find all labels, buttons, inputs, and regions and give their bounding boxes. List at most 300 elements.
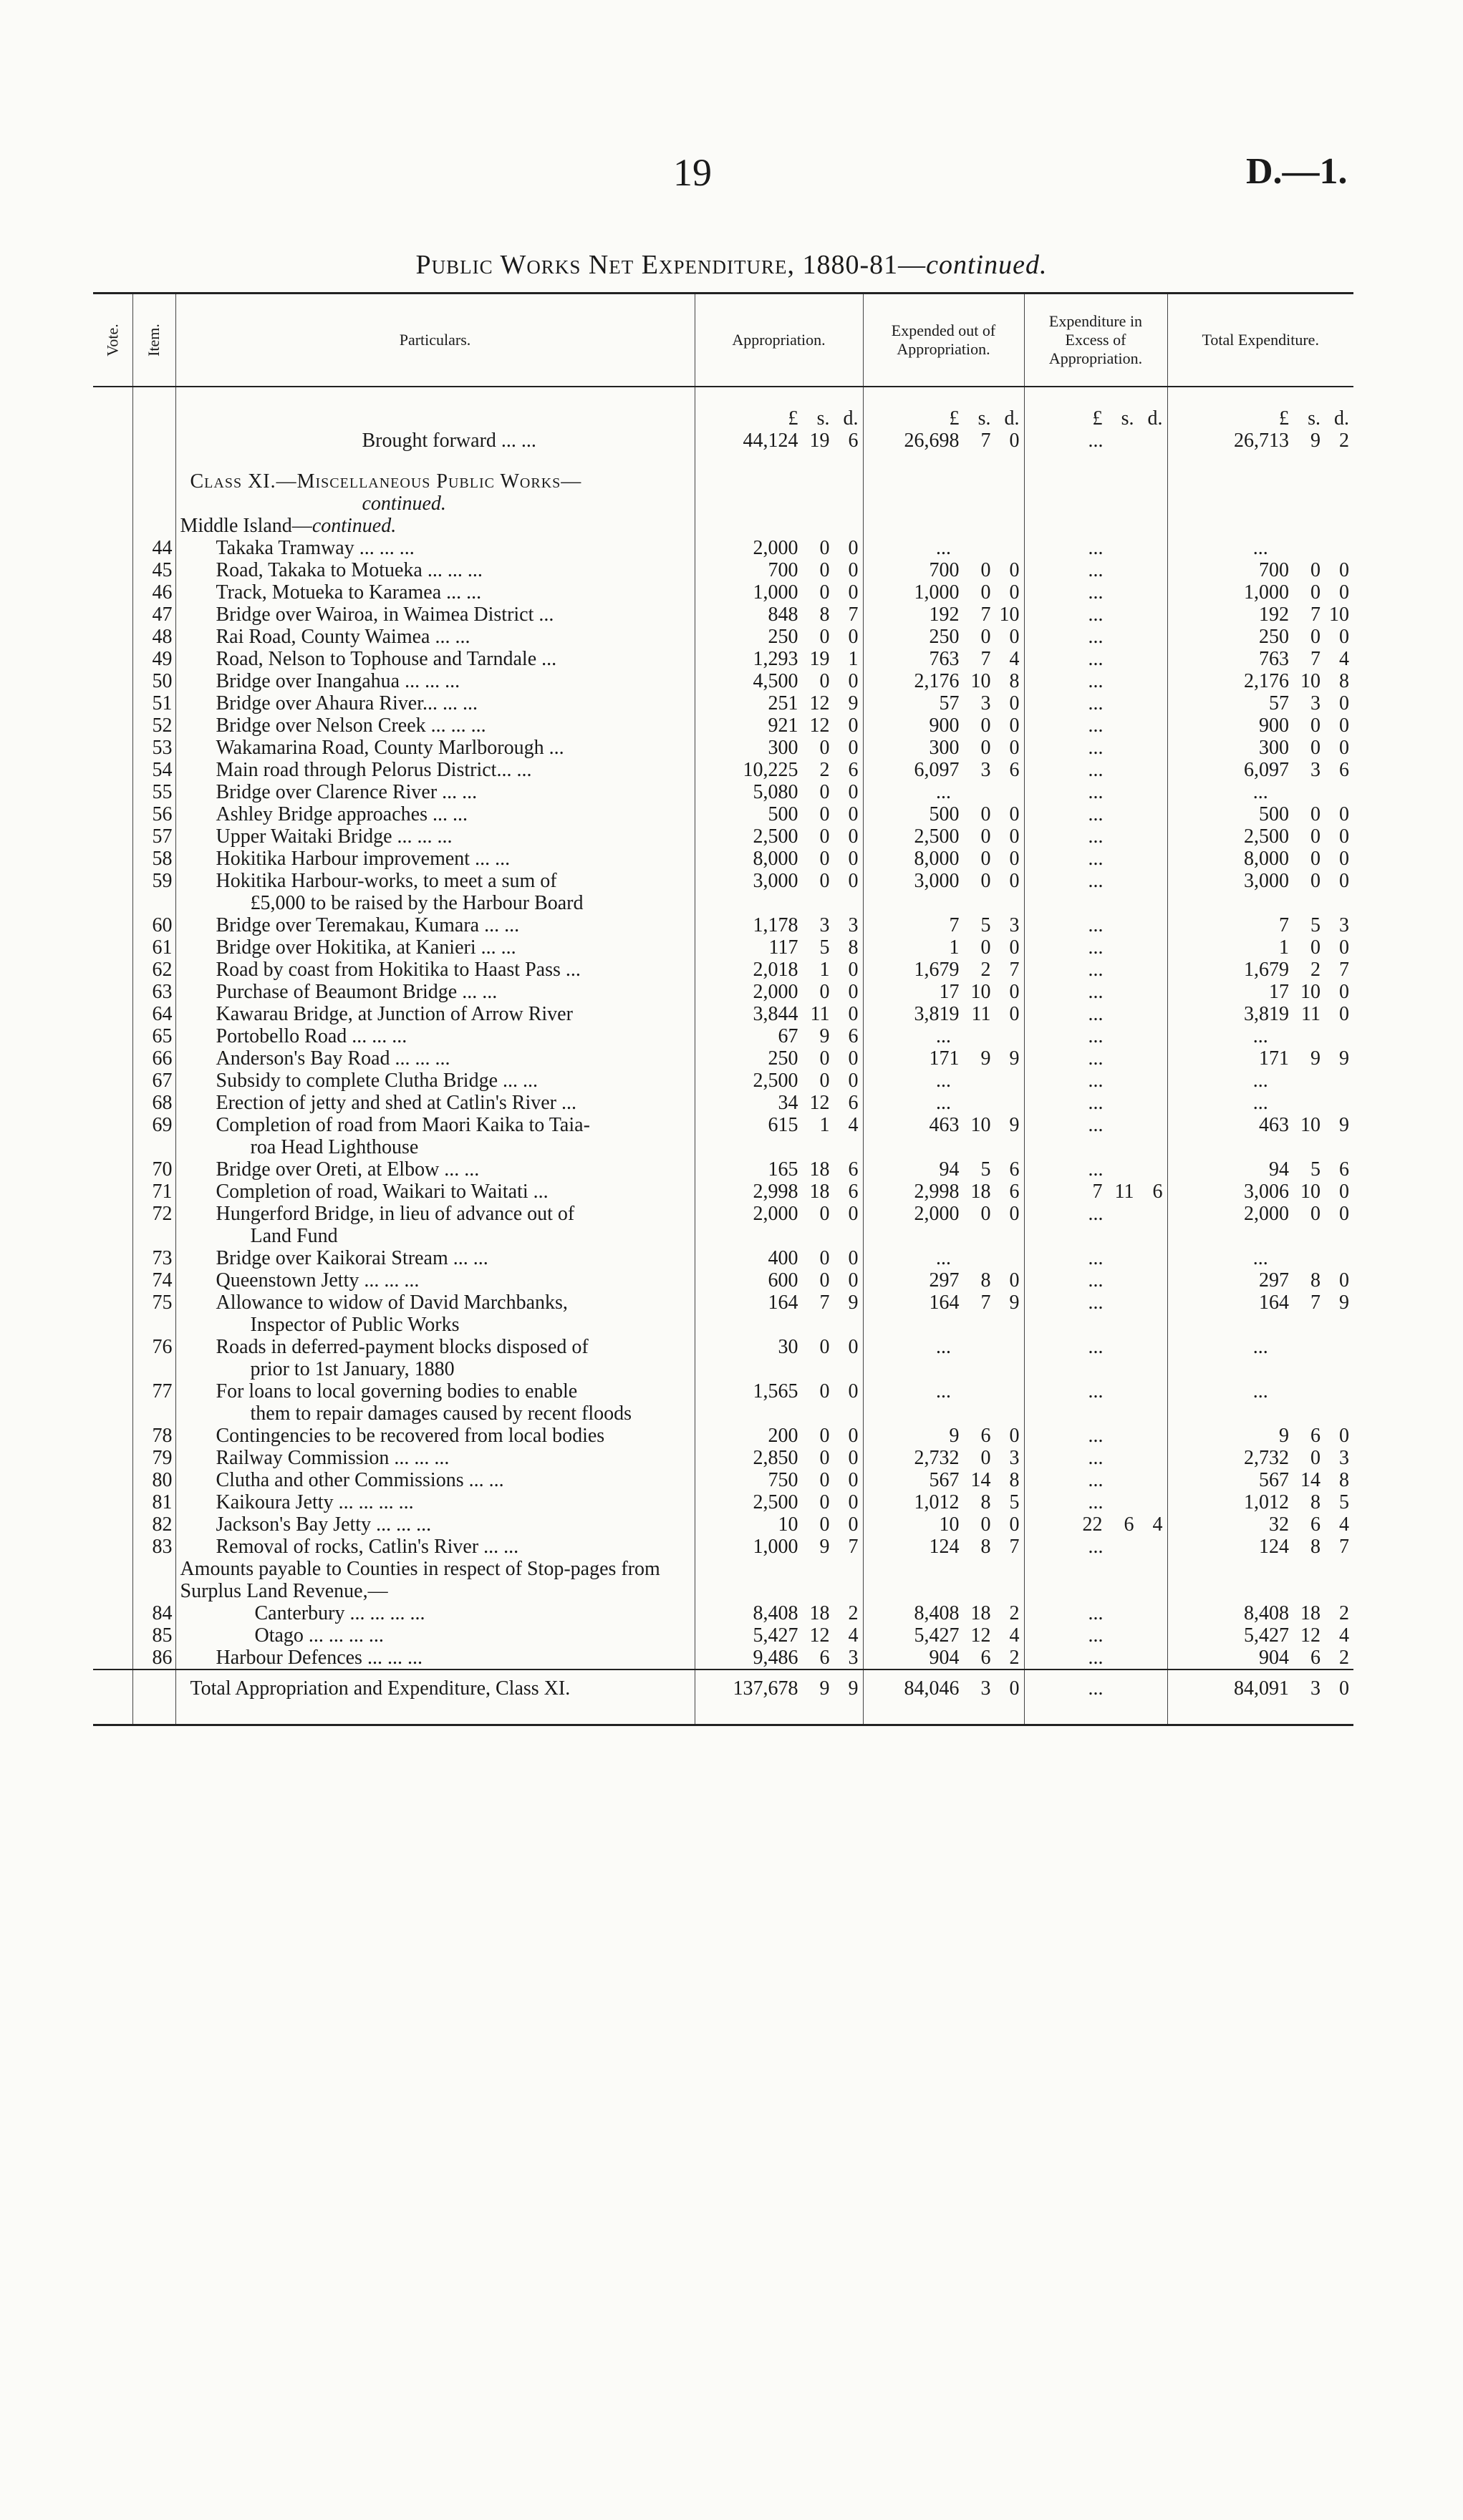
excess-cell: ... <box>1024 1003 1167 1025</box>
item-number: 76 <box>132 1336 175 1380</box>
total-cell: 3,006 10 0 <box>1244 1181 1349 1203</box>
excess-cell: ... <box>1024 1269 1167 1292</box>
item-number: 82 <box>132 1513 175 1536</box>
total-cell: 904 6 2 <box>1259 1647 1349 1669</box>
appropriation-cell: 250 0 0 <box>695 626 863 648</box>
total-cell: 763 7 4 <box>1259 648 1349 670</box>
vote-cell <box>93 1003 132 1025</box>
item-number: 51 <box>132 692 175 714</box>
expended-cell: 2,500 0 0 <box>863 825 1024 848</box>
table-row <box>93 781 1353 803</box>
particulars-cell: Hokitika Harbour-works, to meet a sum of £5,000 to be raised by the Harbour Board <box>175 870 695 914</box>
total-cell: ... <box>1252 1092 1268 1114</box>
table-row <box>93 537 1353 559</box>
appropriation-cell: 2,018 1 0 <box>695 959 863 981</box>
item-number: 83 <box>132 1536 175 1558</box>
particulars-continued: Inspector of Public Works <box>250 1314 460 1336</box>
vote-cell <box>93 936 132 959</box>
excess-cell: ... <box>1024 1158 1167 1181</box>
vote-cell <box>93 914 132 936</box>
vote-cell <box>93 1070 132 1092</box>
table-row <box>93 1624 1353 1647</box>
item-number: 59 <box>132 870 175 914</box>
vote-cell <box>93 981 132 1003</box>
item-number: 67 <box>132 1070 175 1092</box>
header-appropriation: Appropriation. <box>695 294 863 387</box>
excess-cell: ... <box>1024 604 1167 626</box>
excess-cell: ... <box>1024 1447 1167 1469</box>
particulars-cell: Purchase of Beaumont Bridge ... ... <box>175 981 695 1003</box>
particulars-cell: Erection of jetty and shed at Catlin's River ... <box>175 1092 695 1114</box>
particulars-cell: Bridge over Oreti, at Elbow ... ... <box>175 1158 695 1181</box>
excess-cell: ... <box>1024 714 1167 737</box>
appropriation-cell: 117 5 8 <box>695 936 863 959</box>
excess-cell: ... <box>1024 1070 1167 1092</box>
total-cell: 17 10 0 <box>1269 981 1349 1003</box>
total-cell: 84,091 3 0 <box>1167 1670 1353 1714</box>
expended-cell: 17 10 0 <box>863 981 1024 1003</box>
class-heading-cont: continued. <box>362 493 446 515</box>
vote-cell <box>93 1269 132 1292</box>
appropriation-cell: 4,500 0 0 <box>695 670 863 692</box>
item-number: 48 <box>132 626 175 648</box>
table-row <box>93 1269 1353 1292</box>
expended-cell: 2,176 10 8 <box>863 670 1024 692</box>
vote-cell <box>93 1247 132 1269</box>
particulars-cell: Road by coast from Hokitika to Haast Pass ... <box>175 959 695 981</box>
appropriation-cell: 1,178 3 3 <box>695 914 863 936</box>
total-cell: ... <box>1252 537 1268 559</box>
expended-cell: ... <box>863 537 1024 559</box>
excess-cell: ... <box>1024 803 1167 825</box>
expended-cell: 904 6 2 <box>863 1647 1024 1670</box>
particulars-cell: Upper Waitaki Bridge ... ... ... <box>175 825 695 848</box>
appropriation-cell: 200 0 0 <box>695 1425 863 1447</box>
excess-cell: 22 6 4 <box>1024 1513 1167 1536</box>
item-number: 50 <box>132 670 175 692</box>
appropriation-cell: 9,486 6 3 <box>695 1647 863 1670</box>
appropriation-cell: 30 0 0 <box>695 1336 863 1380</box>
particulars-cell: Anderson's Bay Road ... ... ... <box>175 1047 695 1070</box>
appropriation-cell: 2,000 0 0 <box>695 537 863 559</box>
total-cell: 5,427 12 4 <box>1244 1624 1349 1647</box>
appropriation-cell: 10 0 0 <box>695 1513 863 1536</box>
appropriation-cell: 3,000 0 0 <box>695 870 863 914</box>
particulars-cell: Road, Nelson to Tophouse and Tarndale ... <box>175 648 695 670</box>
expended-cell: 500 0 0 <box>863 803 1024 825</box>
table-row <box>93 1513 1353 1536</box>
appropriation-cell: 500 0 0 <box>695 803 863 825</box>
total-cell: 1,000 0 0 <box>1244 581 1349 604</box>
expended-cell: 94 5 6 <box>863 1158 1024 1181</box>
expenditure-table <box>93 292 1353 1726</box>
total-cell: 6,097 3 6 <box>1244 759 1349 781</box>
table-row <box>93 1602 1353 1624</box>
expended-cell: 3,000 0 0 <box>863 870 1024 914</box>
excess-cell: ... <box>1024 648 1167 670</box>
brought-forward-row <box>93 430 1353 452</box>
particulars-continued: prior to 1st January, 1880 <box>250 1358 455 1380</box>
vote-cell <box>93 1491 132 1513</box>
total-cell: 700 0 0 <box>1259 559 1349 581</box>
vote-cell <box>93 692 132 714</box>
item-number: 85 <box>132 1624 175 1647</box>
expended-cell: 2,998 18 6 <box>863 1181 1024 1203</box>
total-cell: 2,000 0 0 <box>1244 1203 1349 1225</box>
table-row <box>93 825 1353 848</box>
excess-cell: ... <box>1024 870 1167 914</box>
expended-cell: 567 14 8 <box>863 1469 1024 1491</box>
total-cell: 250 0 0 <box>1259 626 1349 648</box>
excess-cell: ... <box>1024 1425 1167 1447</box>
particulars-cell: Bridge over Inangahua ... ... ... <box>175 670 695 692</box>
total-cell: 171 9 9 <box>1259 1047 1349 1070</box>
total-cell: ... <box>1252 1336 1268 1358</box>
excess-cell: ... <box>1024 1203 1167 1247</box>
expended-cell: 763 7 4 <box>863 648 1024 670</box>
particulars-cell: Canterbury ... ... ... ... <box>175 1602 695 1624</box>
particulars-cell: Bridge over Ahaura River... ... ... <box>175 692 695 714</box>
item-number: 77 <box>132 1380 175 1425</box>
particulars-cell: For loans to local governing bodies to enable them to repair damages caused by recent floods <box>175 1380 695 1425</box>
table-row <box>93 959 1353 981</box>
subheading-cont: continued. <box>312 515 397 537</box>
total-cell: 94 5 6 <box>1269 1158 1349 1181</box>
appropriation-cell: 251 12 9 <box>695 692 863 714</box>
particulars-cell: Bridge over Hokitika, at Kanieri ... ... <box>175 936 695 959</box>
expended-cell: 1,012 8 5 <box>863 1491 1024 1513</box>
particulars-cell: Bridge over Kaikorai Stream ... ... <box>175 1247 695 1269</box>
item-number: 68 <box>132 1092 175 1114</box>
appropriation-cell: 10,225 2 6 <box>695 759 863 781</box>
appropriation-cell: 3,844 11 0 <box>695 1003 863 1025</box>
spacer-row <box>93 452 1353 470</box>
item-number: 62 <box>132 959 175 981</box>
appropriation-cell: 700 0 0 <box>695 559 863 581</box>
item-number: 55 <box>132 781 175 803</box>
item-number: 53 <box>132 737 175 759</box>
vote-cell <box>93 1380 132 1425</box>
header-vote: Vote. <box>93 294 132 387</box>
excess-cell: ... <box>1024 1292 1167 1336</box>
particulars-cell: Kawarau Bridge, at Junction of Arrow River <box>175 1003 695 1025</box>
table-row <box>93 1447 1353 1469</box>
particulars-cell: Hungerford Bridge, in lieu of advance out of Land Fund <box>175 1203 695 1247</box>
appropriation-cell: 2,500 0 0 <box>695 1491 863 1513</box>
excess-cell: ... <box>1024 626 1167 648</box>
excess-cell: ... <box>1024 825 1167 848</box>
total-cell: 1,679 2 7 <box>1244 959 1349 981</box>
expended-cell: 463 10 9 <box>863 1114 1024 1158</box>
appropriation-cell: 2,500 0 0 <box>695 825 863 848</box>
expended-cell: 7 5 3 <box>863 914 1024 936</box>
excess-cell: ... <box>1024 936 1167 959</box>
particulars-cell: Subsidy to complete Clutha Bridge ... ... <box>175 1070 695 1092</box>
total-cell: ... <box>1252 781 1268 803</box>
particulars-cell: Kaikoura Jetty ... ... ... ... <box>175 1491 695 1513</box>
expended-cell: 9 6 0 <box>863 1425 1024 1447</box>
title-continued: continued. <box>926 250 1048 280</box>
expended-cell: 5,427 12 4 <box>863 1624 1024 1647</box>
particulars-cell: Brought forward ... ... <box>175 430 695 452</box>
item-number: 52 <box>132 714 175 737</box>
particulars-cell: Allowance to widow of David Marchbanks, Inspector of Public Works <box>175 1292 695 1336</box>
table-row <box>93 1158 1353 1181</box>
vote-cell <box>93 1425 132 1447</box>
particulars-cell: Main road through Pelorus District... ... <box>175 759 695 781</box>
particulars-cell: Takaka Tramway ... ... ... <box>175 537 695 559</box>
table-row <box>93 1025 1353 1047</box>
expended-cell: ... <box>863 781 1024 803</box>
particulars-cell: Ashley Bridge approaches ... ... <box>175 803 695 825</box>
particulars-cell: Bridge over Teremakau, Kumara ... ... <box>175 914 695 936</box>
particulars-continued: them to repair damages caused by recent floods <box>250 1402 632 1425</box>
appropriation-cell: 2,998 18 6 <box>695 1181 863 1203</box>
excess-cell: ... <box>1024 670 1167 692</box>
header-total: Total Expenditure. <box>1167 294 1353 387</box>
header-excess: Expenditure in Excess of Appropriation. <box>1024 294 1167 387</box>
excess-cell: ... <box>1024 1624 1167 1647</box>
class-heading: Class XI.—Miscellaneous Public Works— <box>190 470 582 493</box>
particulars-cell: Removal of rocks, Catlin's River ... ... <box>175 1536 695 1558</box>
table-row <box>93 1203 1353 1247</box>
header-row <box>93 294 1353 387</box>
table-row <box>93 803 1353 825</box>
vote-cell <box>93 1181 132 1203</box>
appropriation-cell: 250 0 0 <box>695 1047 863 1070</box>
total-cell: 164 7 9 <box>1259 1292 1349 1314</box>
excess-cell: ... <box>1024 959 1167 981</box>
class-heading-row <box>93 470 1353 515</box>
expended-cell: 1,000 0 0 <box>863 581 1024 604</box>
table-row <box>93 936 1353 959</box>
vote-cell <box>93 1158 132 1181</box>
table-row <box>93 848 1353 870</box>
excess-cell: ... <box>1024 1025 1167 1047</box>
excess-cell: ... <box>1024 537 1167 559</box>
table-row <box>93 914 1353 936</box>
particulars-cell: Roads in deferred-payment blocks disposed of prior to 1st January, 1880 <box>175 1336 695 1380</box>
item-number: 69 <box>132 1114 175 1158</box>
table-row <box>93 737 1353 759</box>
vote-cell <box>93 1025 132 1047</box>
item-number: 78 <box>132 1425 175 1447</box>
total-cell: 2,732 0 3 <box>1244 1447 1349 1469</box>
expended-cell: 2,000 0 0 <box>863 1203 1024 1247</box>
table-row <box>93 1491 1353 1513</box>
table-row <box>93 714 1353 737</box>
appropriation-cell: 67 9 6 <box>695 1025 863 1047</box>
appropriation-cell: 400 0 0 <box>695 1247 863 1269</box>
table-row <box>93 759 1353 781</box>
vote-cell <box>93 803 132 825</box>
item-number: 54 <box>132 759 175 781</box>
header-item: Item. <box>132 294 175 387</box>
header-expended: Expended out of Appropriation. <box>863 294 1024 387</box>
expended-cell: 1 0 0 <box>863 936 1024 959</box>
appropriation-cell: 137,678 9 9 <box>695 1670 863 1714</box>
total-cell: 297 8 0 <box>1259 1269 1349 1292</box>
particulars-cell: Bridge over Nelson Creek ... ... ... <box>175 714 695 737</box>
vote-cell <box>93 581 132 604</box>
excess-cell: ... <box>1024 581 1167 604</box>
appropriation-cell: 750 0 0 <box>695 1469 863 1491</box>
vote-cell <box>93 537 132 559</box>
item-number: 81 <box>132 1491 175 1513</box>
expended-cell: ... <box>863 1336 1024 1380</box>
item-number: 80 <box>132 1469 175 1491</box>
excess-cell: 7 11 6 <box>1024 1181 1167 1203</box>
total-cell: 8,408 18 2 <box>1244 1602 1349 1624</box>
appropriation-cell: 1,000 0 0 <box>695 581 863 604</box>
particulars-continued: roa Head Lighthouse <box>250 1136 419 1158</box>
total-cell: 567 14 8 <box>1259 1469 1349 1491</box>
expended-cell: 8,408 18 2 <box>863 1602 1024 1624</box>
expended-cell: 171 9 9 <box>863 1047 1024 1070</box>
expended-cell: ... <box>863 1070 1024 1092</box>
excess-cell: ... <box>1024 1047 1167 1070</box>
particulars-cell: Otago ... ... ... ... <box>175 1624 695 1647</box>
vote-cell <box>93 848 132 870</box>
vote-cell <box>93 1536 132 1558</box>
expended-cell: ... <box>863 1380 1024 1425</box>
vote-cell <box>93 1114 132 1158</box>
item-number: 75 <box>132 1292 175 1336</box>
item-number <box>132 430 175 452</box>
item-number: 46 <box>132 581 175 604</box>
item-number: 84 <box>132 1602 175 1624</box>
title-main: Public Works Net Expenditure, 1880-81— <box>415 250 927 280</box>
particulars-continued: Land Fund <box>250 1225 338 1247</box>
expended-cell: 57 3 0 <box>863 692 1024 714</box>
appropriation-cell: 1,000 9 7 <box>695 1536 863 1558</box>
excess-cell: ... <box>1024 1536 1167 1558</box>
item-number: 73 <box>132 1247 175 1269</box>
table-row <box>93 870 1353 914</box>
expended-cell: ... <box>863 1092 1024 1114</box>
excess-cell: ... <box>1024 981 1167 1003</box>
table-row <box>93 648 1353 670</box>
item-number: 70 <box>132 1158 175 1181</box>
item-number: 64 <box>132 1003 175 1025</box>
particulars-cell: Portobello Road ... ... ... <box>175 1025 695 1047</box>
item-number: 49 <box>132 648 175 670</box>
expended-cell: 2,732 0 3 <box>863 1447 1024 1469</box>
appropriation-cell: 600 0 0 <box>695 1269 863 1292</box>
vote-cell <box>93 430 132 452</box>
vote-cell <box>93 781 132 803</box>
excess-cell: ... <box>1024 1602 1167 1624</box>
expended-cell: 1,679 2 7 <box>863 959 1024 981</box>
total-cell: 7 5 3 <box>1279 914 1349 936</box>
vote-cell <box>93 1624 132 1647</box>
appropriation-cell: 44,124 19 6 <box>695 430 863 452</box>
vote-cell <box>93 1469 132 1491</box>
total-cell: 26,713 9 2 <box>1234 430 1349 452</box>
expended-cell: 250 0 0 <box>863 626 1024 648</box>
document-id: D.—1. <box>1246 151 1348 192</box>
excess-cell: ... <box>1024 1336 1167 1380</box>
appropriation-cell: 2,000 0 0 <box>695 981 863 1003</box>
total-cell: 1,012 8 5 <box>1244 1491 1349 1513</box>
appropriation-cell: 2,000 0 0 <box>695 1203 863 1247</box>
expended-cell: 297 8 0 <box>863 1269 1024 1292</box>
particulars-cell: Jackson's Bay Jetty ... ... ... <box>175 1513 695 1536</box>
vote-cell <box>93 1447 132 1469</box>
excess-cell: ... <box>1024 1491 1167 1513</box>
total-cell: 2,176 10 8 <box>1244 670 1349 692</box>
table-row <box>93 1181 1353 1203</box>
item-number: 56 <box>132 803 175 825</box>
item-number: 47 <box>132 604 175 626</box>
expended-cell: 3,819 11 0 <box>863 1003 1024 1025</box>
vote-cell <box>93 959 132 981</box>
item-number: 45 <box>132 559 175 581</box>
item-number: 57 <box>132 825 175 848</box>
table-row <box>93 1092 1353 1114</box>
expended-cell: 10 0 0 <box>863 1513 1024 1536</box>
item-number: 61 <box>132 936 175 959</box>
vote-cell <box>93 870 132 914</box>
excess-cell: ... <box>1024 559 1167 581</box>
table-row <box>93 1247 1353 1269</box>
total-cell: 8,000 0 0 <box>1244 848 1349 870</box>
excess-cell: ... <box>1024 1380 1167 1425</box>
item-number: 65 <box>132 1025 175 1047</box>
particulars-cell: Clutha and other Commissions ... ... <box>175 1469 695 1491</box>
particulars-cell: Wakamarina Road, County Marlborough ... <box>175 737 695 759</box>
item-number: 58 <box>132 848 175 870</box>
appropriation-cell: 165 18 6 <box>695 1158 863 1181</box>
total-cell: ... <box>1252 1380 1268 1402</box>
vote-cell <box>93 1336 132 1380</box>
total-cell: 300 0 0 <box>1259 737 1349 759</box>
expended-cell: 26,698 7 0 <box>863 430 1024 452</box>
total-cell: 9 6 0 <box>1279 1425 1349 1447</box>
page-title <box>0 249 1463 281</box>
particulars-cell: Completion of road, Waikari to Waitati ... <box>175 1181 695 1203</box>
appropriation-cell: 5,080 0 0 <box>695 781 863 803</box>
item-number: 86 <box>132 1647 175 1670</box>
vote-cell <box>93 1670 132 1714</box>
item-number: 44 <box>132 537 175 559</box>
excess-cell: ... <box>1024 692 1167 714</box>
particulars-cell: Road, Takaka to Motueka ... ... ... <box>175 559 695 581</box>
header-particulars: Particulars. <box>175 294 695 387</box>
expended-cell: 192 7 10 <box>863 604 1024 626</box>
appropriation-cell: 164 7 9 <box>695 1292 863 1336</box>
closing-rule <box>93 1714 1353 1725</box>
total-cell: 500 0 0 <box>1259 803 1349 825</box>
vote-cell <box>93 559 132 581</box>
appropriation-cell: 1,565 0 0 <box>695 1380 863 1425</box>
excess-cell: ... <box>1024 848 1167 870</box>
vote-cell <box>93 604 132 626</box>
expended-cell: ... <box>863 1025 1024 1047</box>
particulars-cell: Contingencies to be recovered from local bodies <box>175 1425 695 1447</box>
vote-cell <box>93 626 132 648</box>
table-row <box>93 1425 1353 1447</box>
particulars-cell: Rai Road, County Waimea ... ... <box>175 626 695 648</box>
total-cell: 57 3 0 <box>1269 692 1349 714</box>
table-row <box>93 1380 1353 1425</box>
particulars-cell: Bridge over Clarence River ... ... <box>175 781 695 803</box>
expended-cell: 124 8 7 <box>863 1536 1024 1558</box>
item-number: 60 <box>132 914 175 936</box>
vote-cell <box>93 648 132 670</box>
table-row <box>93 626 1353 648</box>
appropriation-cell: 615 1 4 <box>695 1114 863 1158</box>
